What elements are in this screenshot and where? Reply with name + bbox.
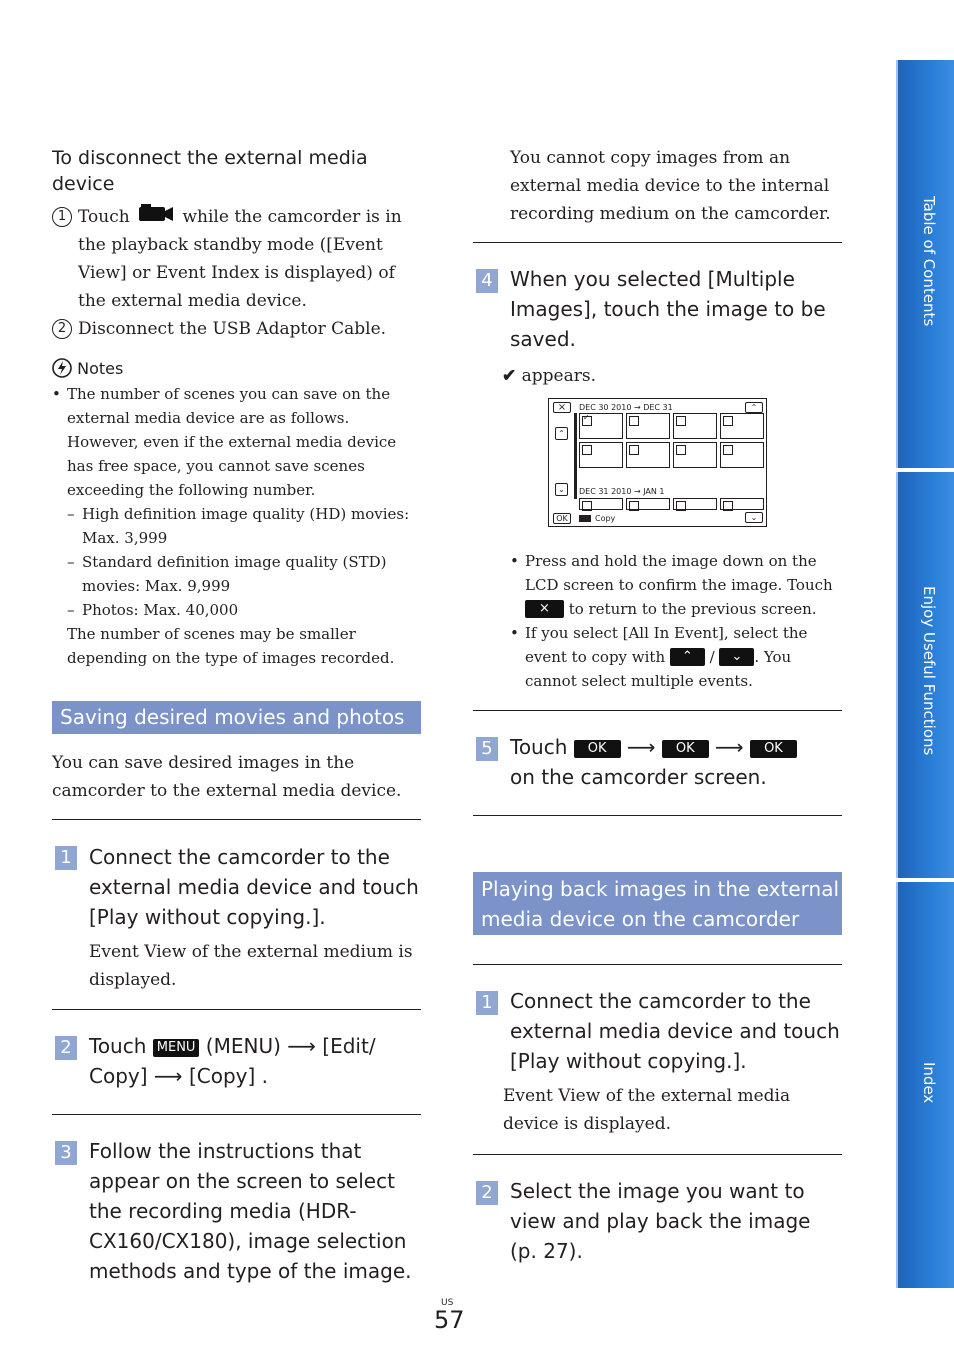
playback-camera-icon [137, 204, 175, 224]
playing-step-1-text: Connect the camcorder to the external media device and touch [Play without copying.]. [510, 989, 840, 1073]
playing-step-1-number: 1 [476, 991, 498, 1015]
step-2-text [89, 1031, 421, 1091]
thumbnail[interactable] [626, 442, 670, 468]
thumbnail[interactable] [720, 413, 764, 439]
notes-list [52, 382, 422, 670]
bullet-2-pre: If you select [All In Event], select the event to copy with [525, 624, 808, 666]
thumbnail[interactable] [579, 413, 623, 439]
thumbnail[interactable] [673, 442, 717, 468]
scrollbar[interactable] [574, 413, 577, 499]
step-5-tail: on the camcorder screen. [510, 765, 767, 789]
arrow-right-icon: ⟶ [153, 1064, 183, 1088]
notes-sub-1: High definition image quality (HD) movies: Max. 3,999 [82, 505, 410, 547]
checkbox [676, 501, 686, 511]
step-2-number: 2 [55, 1036, 77, 1060]
notes-dash: – [67, 553, 75, 571]
checkbox [629, 501, 639, 511]
step-4-text: When you selected [Multiple Images], touch the image to be saved. [510, 267, 826, 351]
step-4-appears [502, 362, 596, 390]
bullet-1-post: to return to the previous screen. [568, 600, 817, 618]
step-2-copy: [Copy] . [188, 1064, 268, 1088]
notes-tail: The number of scenes may be smaller depending on the type of images recorded. [67, 625, 395, 667]
step-5-text [510, 732, 842, 792]
divider [52, 819, 421, 820]
checkbox [676, 416, 686, 426]
disconnect-touch-label: Touch [78, 207, 130, 227]
thumbnail[interactable] [579, 498, 623, 510]
event-up-button[interactable]: ⌃ [745, 402, 763, 413]
copy-media-icon [579, 515, 591, 522]
step-5-number: 5 [476, 737, 498, 761]
disconnect-step-2-text: Disconnect the USB Adaptor Cable. [78, 319, 387, 339]
notes-bullet-1: The number of scenes you can save on the external media device are as follows. However, even if the external media device has free space, you cannot save scenes exceeding the following number. [67, 385, 397, 499]
circled-number-2: 2 [52, 319, 72, 339]
checkbox [629, 445, 639, 455]
arrow-right-icon: ⟶ [626, 735, 656, 759]
divider [473, 710, 842, 711]
disconnect-step-2 [52, 315, 422, 343]
side-tab-index[interactable] [896, 882, 954, 1288]
scroll-down-button[interactable]: ⌄ [555, 483, 568, 496]
step-2-touch: Touch [89, 1034, 147, 1058]
notes-dash: – [67, 601, 75, 619]
scroll-up-button[interactable]: ⌃ [555, 427, 568, 440]
menu-button[interactable]: MENU [153, 1039, 200, 1057]
playing-step-2-text: Select the image you want to view and play back the image (p. 27). [510, 1179, 811, 1263]
step-1-sub: Event View of the external medium is displayed. [89, 942, 413, 990]
screen-ok-button[interactable]: OK [553, 513, 571, 524]
saving-intro: You can save desired images in the camcorder to the external media device. [52, 753, 402, 801]
circled-number-1: 1 [52, 207, 72, 227]
playing-section-banner: Playing back images in the external media device on the camcorder [473, 872, 842, 935]
divider [52, 1114, 421, 1115]
step-4-bullets [510, 549, 842, 693]
event-date-2: DEC 31 2010 → JAN 1 [579, 487, 665, 496]
slash: / [709, 648, 715, 666]
bullet-2-post: . You cannot select multiple events. [525, 648, 792, 690]
checkmark-icon: ✔ [502, 366, 517, 386]
bullet-dot: • [510, 552, 519, 570]
thumbnail[interactable] [579, 442, 623, 468]
close-x-button[interactable]: × [525, 600, 564, 618]
disconnect-heading: To disconnect the external media device [52, 147, 368, 195]
thumbnail[interactable] [720, 442, 764, 468]
notes-icon [52, 358, 72, 378]
page-number: 57 [434, 1306, 465, 1334]
checkbox: ✓ [582, 416, 592, 426]
camcorder-screen-illustration [548, 398, 767, 527]
appears-label: appears. [521, 366, 597, 386]
ok-button[interactable]: OK [750, 740, 797, 758]
arrow-right-icon: ⟶ [287, 1034, 316, 1058]
step-4-number: 4 [476, 269, 498, 293]
playing-step-2-number: 2 [476, 1181, 498, 1205]
bullet-dot: • [510, 624, 519, 642]
divider [473, 815, 842, 816]
notes-label: Notes [77, 359, 124, 378]
cannot-copy-note: You cannot copy images from an external media device to the internal recording medium on the camcorder. [510, 148, 831, 224]
event-date-1: DEC 30 2010 → DEC 31 [579, 403, 673, 412]
step-2-menu: (MENU) [205, 1034, 281, 1058]
side-tab-useful-functions[interactable] [896, 472, 954, 878]
ok-button[interactable]: OK [662, 740, 709, 758]
bullet-1-pre: Press and hold the image down on the LCD screen to confirm the image. Touch [525, 552, 833, 594]
checkbox [676, 445, 686, 455]
checkbox [723, 416, 733, 426]
step-1-number: 1 [55, 846, 77, 870]
notes-sub-2: Standard definition image quality (STD) movies: Max. 9,999 [82, 553, 387, 595]
event-down-button[interactable]: ⌄ [745, 512, 763, 523]
double-down-icon[interactable]: ⌄ [719, 648, 754, 666]
arrow-right-icon: ⟶ [715, 735, 744, 759]
divider [473, 964, 842, 965]
step-5-touch: Touch [510, 735, 568, 759]
checkbox [582, 501, 592, 511]
side-tab-useful-functions-label: Enjoy Useful Functions [920, 586, 938, 756]
step-3-number: 3 [55, 1141, 77, 1165]
side-tab-contents[interactable] [896, 60, 954, 468]
side-tab-contents-label: Table of Contents [920, 196, 938, 327]
double-up-icon[interactable]: ⌃ [670, 648, 705, 666]
step-3-text: Follow the instructions that appear on the screen to select the recording media (HDR-CX160/CX180), image selection methods and type of the image. [89, 1139, 412, 1283]
divider [473, 242, 842, 243]
thumbnail[interactable] [626, 498, 670, 510]
close-button[interactable]: × [553, 402, 571, 413]
checkbox [629, 416, 639, 426]
notes-dash: – [67, 505, 75, 523]
divider [52, 1009, 421, 1010]
notes-header [52, 358, 123, 380]
checkbox [582, 445, 592, 455]
disconnect-step-1 [52, 203, 422, 315]
notes-bullet-dot: • [52, 385, 61, 403]
saving-section-banner: Saving desired movies and photos [52, 701, 421, 734]
checkbox [723, 445, 733, 455]
checkbox [723, 501, 733, 511]
thumbnail[interactable] [626, 413, 670, 439]
notes-sub-3: Photos: Max. 40,000 [82, 601, 239, 619]
thumbnail[interactable] [673, 498, 717, 510]
region-code: US [441, 1298, 454, 1308]
ok-button[interactable]: OK [574, 740, 621, 758]
disconnect-step-1-text: while the camcorder is in the playback standby mode ([Event View] or Event Index is displayed) of the external media device. [78, 207, 402, 311]
divider [473, 1154, 842, 1155]
step-1-text: Connect the camcorder to the external media device and touch [Play without copying.]. [89, 845, 419, 929]
thumbnail[interactable] [720, 498, 764, 510]
playing-step-1-sub: Event View of the external media device is displayed. [503, 1086, 791, 1134]
side-tab-index-label: Index [920, 1062, 938, 1104]
step-2-edit: [Edit/ Copy] [89, 1034, 376, 1088]
copy-label: Copy [595, 514, 616, 523]
thumbnail[interactable] [673, 413, 717, 439]
